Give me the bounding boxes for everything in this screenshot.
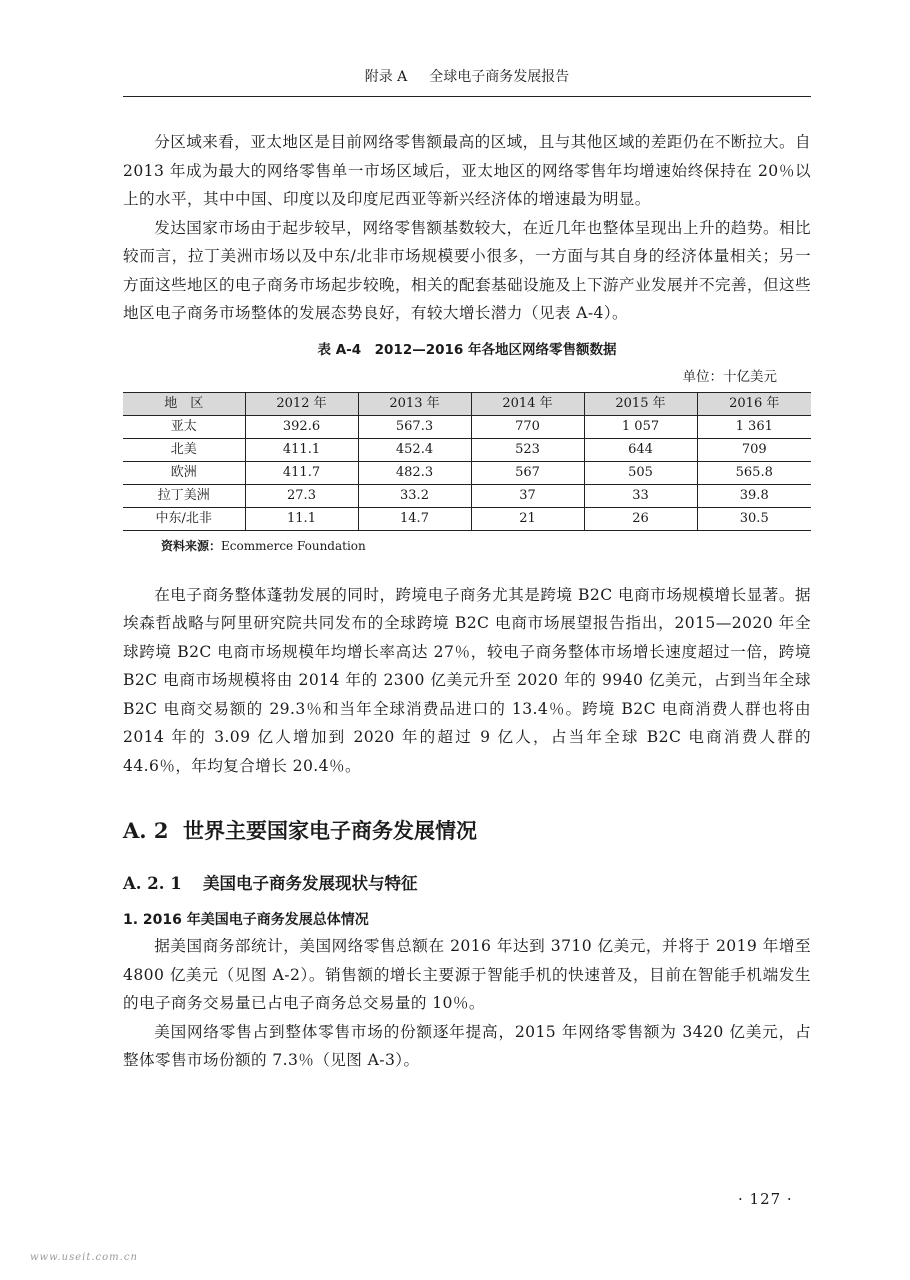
table-cell: 565.8 xyxy=(697,461,811,484)
subsubsection-heading: 1. 2016 年美国电子商务发展总体情况 xyxy=(123,912,369,928)
table-header-cell: 2014 年 xyxy=(471,392,584,415)
source-label: 资料来源： xyxy=(161,538,222,553)
running-header xyxy=(123,66,811,97)
section-number: A. 2 xyxy=(123,818,169,843)
table-cell: 770 xyxy=(471,415,584,438)
table-cell: 709 xyxy=(697,438,811,461)
table-cell: 30.5 xyxy=(697,507,811,530)
table-cell: 482.3 xyxy=(358,461,471,484)
table-cell: 14.7 xyxy=(358,507,471,530)
table-cell: 11.1 xyxy=(245,507,358,530)
paragraph-cross-border: 在电子商务整体蓬勃发展的同时，跨境电子商务尤其是跨境 B2C 电商市场规模增长显著。据埃森哲战略与阿里研究院共同发布的全球跨境 B2C 电商市场展望报告指出，2015—2020 年全球跨境 B2C 电商市场规模年均增长率高达 27％，较电子商务整体市场增长速度超过一倍，跨境 B2C 电商市场规模将由 2014 年的 2300 亿美元升至 2020 年的 9940 亿美元，占到当年全球 B2C 电商交易额的 29.3％和当年全球消费品进口的 13.4％。跨境 B2C 电商消费人群也将由 2014 年的 3.09 亿人增加到 2020 年的超过 9 亿人，占当年全球 B2C 电商消费人群的 44.6％，年均复合增长 20.4％。 xyxy=(123,585,811,775)
table-unit: 单位：十亿美元 xyxy=(682,368,777,385)
table-cell-region: 亚太 xyxy=(170,418,197,434)
retail-sales-table xyxy=(123,392,811,531)
table-row xyxy=(123,415,811,438)
table-cell: 505 xyxy=(584,461,697,484)
table-header-cell: 地 区 xyxy=(164,395,204,411)
subsection-number: A. 2. 1 xyxy=(123,874,182,893)
section-heading xyxy=(123,814,811,848)
table-source xyxy=(123,537,811,555)
table-header-row xyxy=(123,392,811,415)
table-cell: 523 xyxy=(471,438,584,461)
paragraph-regional: 分区域来看，亚太地区是目前网络零售额最高的区域，且与其他区域的差距仍在不断拉大。自 2013 年成为最大的网络零售单一市场区域后，亚太地区的网络零售年均增速始终保持在 20％以上的水平，其中中国、印度以及印度尼西亚等新兴经济体的增速最为明显。 xyxy=(123,133,811,208)
subsection-title: 美国电子商务发展现状与特征 xyxy=(203,874,418,893)
subsection-heading xyxy=(123,870,811,898)
section-title: 世界主要国家电子商务发展情况 xyxy=(183,819,477,843)
header-title: 全球电子商务发展报告 xyxy=(429,69,570,85)
paragraph-us-share: 美国网络零售占到整体零售市场的份额逐年提高，2015 年网络零售额为 3420 亿美元，占整体零售市场份额的 7.3％（见图 A-3）。 xyxy=(123,1022,811,1069)
table-cell: 21 xyxy=(471,507,584,530)
table-cell: 33 xyxy=(584,484,697,507)
table-cell-region: 北美 xyxy=(170,441,197,457)
table-cell: 1 057 xyxy=(584,415,697,438)
paragraph-developed-markets: 发达国家市场由于起步较早，网络零售额基数较大，在近几年也整体呈现出上升的趋势。相比较而言，拉丁美洲市场以及中东/北非市场规模要小很多，一方面与其自身的经济体量相关；另一方面这些地区的电子商务市场起步较晚，相关的配套基础设施及上下游产业发展并不完善，但这些地区电子商务市场整体的发展态势良好，有较大增长潜力（见表 A-4）。 xyxy=(123,218,811,322)
table-header-cell: 2015 年 xyxy=(584,392,697,415)
table-header-cell: 2012 年 xyxy=(245,392,358,415)
table-title: 表 A-4 2012—2016 年各地区网络零售额数据 xyxy=(317,341,617,358)
table-cell: 411.7 xyxy=(245,461,358,484)
table-row xyxy=(123,484,811,507)
watermark: www.useit.com.cn xyxy=(30,1252,138,1263)
table-row xyxy=(123,438,811,461)
table-cell-region: 拉丁美洲 xyxy=(157,487,210,503)
page-number: · 127 · xyxy=(738,1190,793,1208)
table-cell: 37 xyxy=(471,484,584,507)
table-header-cell: 2013 年 xyxy=(358,392,471,415)
header-appendix: 附录 A xyxy=(364,69,408,85)
page-content xyxy=(123,128,811,1075)
table-cell: 452.4 xyxy=(358,438,471,461)
table-cell: 39.8 xyxy=(697,484,811,507)
table-cell: 27.3 xyxy=(245,484,358,507)
table-header-cell: 2016 年 xyxy=(697,392,811,415)
table-cell: 1 361 xyxy=(697,415,811,438)
table-cell-region: 欧洲 xyxy=(170,464,197,480)
table-cell-region: 中东/北非 xyxy=(155,510,212,526)
source-text: Ecommerce Foundation xyxy=(221,538,366,553)
table-cell: 411.1 xyxy=(245,438,358,461)
paragraph-us-overview: 据美国商务部统计，美国网络零售总额在 2016 年达到 3710 亿美元，并将于 2019 年增至 4800 亿美元（见图 A-2）。销售额的增长主要源于智能手机的快速普及，目前在智能手机端发生的电子商务交易量已占电子商务总交易量的 10％。 xyxy=(123,937,811,1012)
table-row xyxy=(123,461,811,484)
table-cell: 392.6 xyxy=(245,415,358,438)
table-cell: 567.3 xyxy=(358,415,471,438)
table-row xyxy=(123,507,811,530)
table-cell: 33.2 xyxy=(358,484,471,507)
table-cell: 26 xyxy=(584,507,697,530)
table-cell: 644 xyxy=(584,438,697,461)
table-cell: 567 xyxy=(471,461,584,484)
